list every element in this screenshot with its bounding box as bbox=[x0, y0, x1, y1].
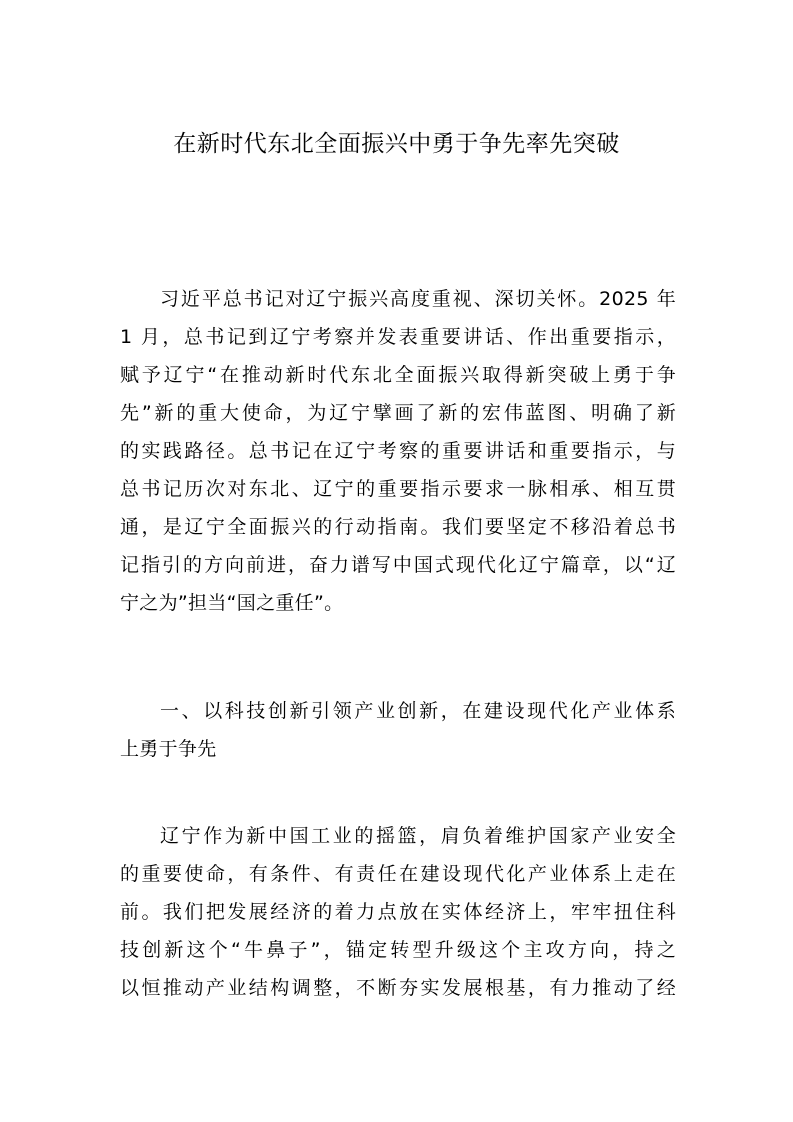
paragraph-1-line-4: 先”新的重大使命，为辽宁擘画了新的宏伟蓝图、明确了新 bbox=[120, 402, 676, 424]
paragraph-1-line-6: 总书记历次对东北、辽宁的重要指示要求一脉相承、相互贯 bbox=[120, 478, 676, 500]
section-heading-1-line-1: 一、以科技创新引领产业创新，在建设现代化产业体系 bbox=[160, 700, 676, 722]
paragraph-2-line-1: 辽宁作为新中国工业的摇篮，肩负着维护国家产业安全 bbox=[160, 825, 676, 847]
document-title: 在新时代东北全面振兴中勇于争先率先突破 bbox=[173, 131, 620, 157]
paragraph-2-line-4: 技创新这个“牛鼻子”，锚定转型升级这个主攻方向，持之 bbox=[120, 939, 676, 961]
paragraph-1-line-2: 1 月，总书记到辽宁考察并发表重要讲话、作出重要指示， bbox=[120, 326, 676, 348]
paragraph-2-line-3: 前。我们把发展经济的着力点放在实体经济上，牢牢扭住科 bbox=[120, 901, 676, 923]
paragraph-1-line-3: 赋予辽宁“在推动新时代东北全面振兴取得新突破上勇于争 bbox=[120, 364, 676, 386]
paragraph-1-line-7: 通，是辽宁全面振兴的行动指南。我们要坚定不移沿着总书 bbox=[120, 516, 676, 538]
paragraph-1-line-8: 记指引的方向前进，奋力谱写中国式现代化辽宁篇章，以“辽 bbox=[120, 554, 676, 576]
paragraph-1-line-9: 宁之为”担当“国之重任”。 bbox=[120, 592, 344, 614]
section-heading-1-line-2: 上勇于争先 bbox=[120, 738, 217, 760]
paragraph-1-line-1: 习近平总书记对辽宁振兴高度重视、深切关怀。2025 年 bbox=[160, 288, 676, 310]
paragraph-1-line-5: 的实践路径。总书记在辽宁考察的重要讲话和重要指示，与 bbox=[120, 440, 676, 462]
paragraph-2-line-5: 以恒推动产业结构调整，不断夯实发展根基，有力推动了经 bbox=[120, 977, 676, 999]
paragraph-2-line-2: 的重要使命，有条件、有责任在建设现代化产业体系上走在 bbox=[120, 863, 676, 885]
